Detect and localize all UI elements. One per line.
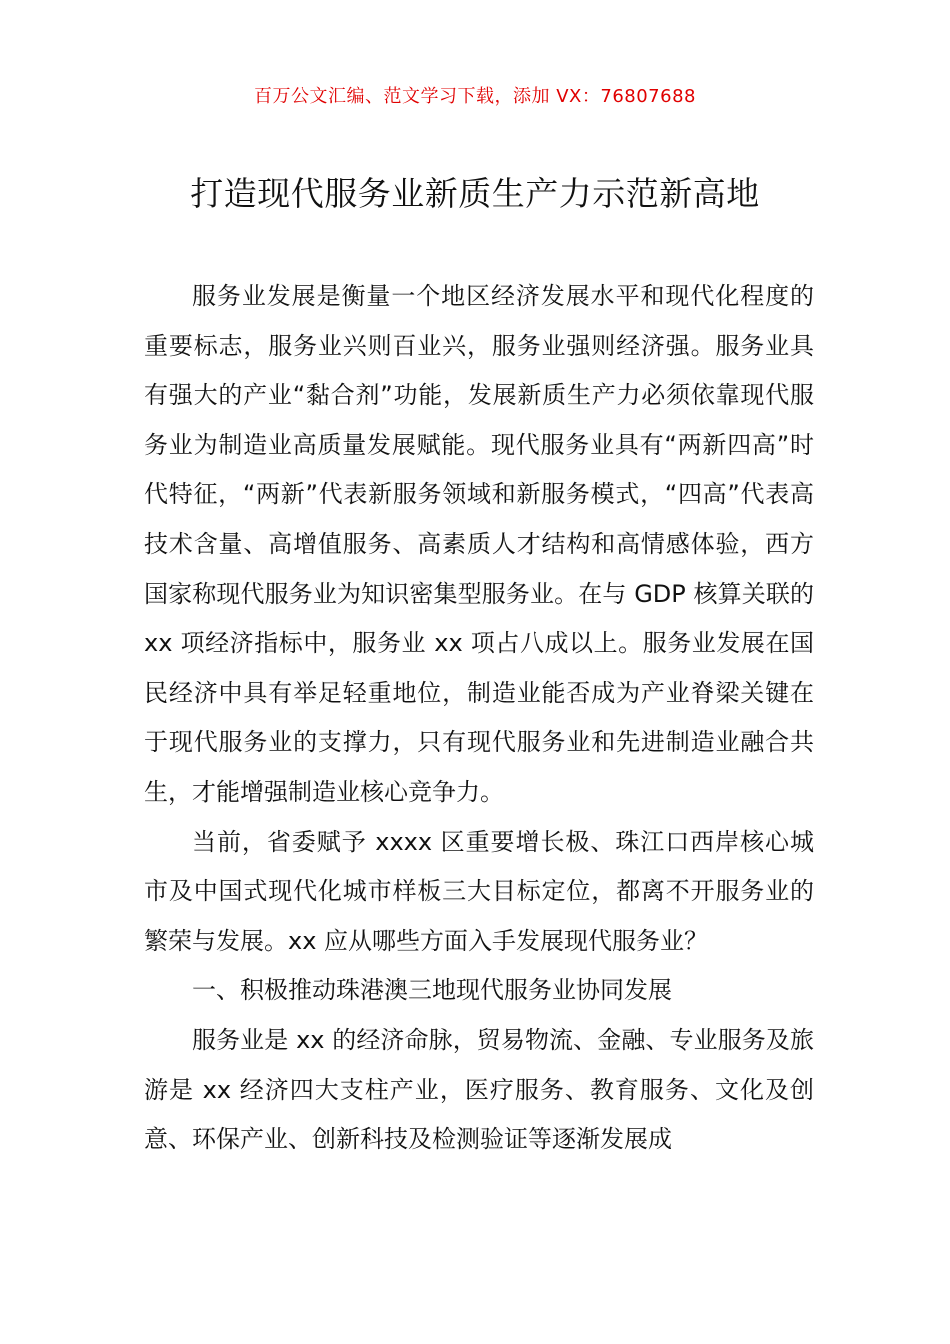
paragraph-current: 当前，省委赋予 xxxx 区重要增长极、珠江口西岸核心城市及中国式现代化城市样板三大目标定位，都离不开服务业的繁荣与发展。xx 应从哪些方面入手发展现代服务业？ xyxy=(144,827,814,955)
document-title: 打造现代服务业新质生产力示范新高地 xyxy=(190,174,760,213)
paragraph-section-1: 服务业是 xx 的经济命脉，贸易物流、金融、专业服务及旅游是 xx 经济四大支柱产业，医疗服务、教育服务、文化及创意、环保产业、创新科技及检测验证等逐渐发展成 xyxy=(144,1025,814,1154)
header-note: 百万公文汇编、范文学习下载，添加 VX：76807688 xyxy=(254,86,696,107)
section-heading-1: 一、积极推动珠港澳三地现代服务业协同发展 xyxy=(192,976,672,1005)
paragraph-intro: 服务业发展是衡量一个地区经济发展水平和现代化程度的重要标志，服务业兴则百业兴，服务业强则经济强。服务业具有强大的产业“黏合剂”功能，发展新质生产力必须依靠现代服务业为制造业高质量发展赋能。现代服务业具有“两新四高”时代特征，“两新”代表新服务领域和新服务模式，“四高”代表高技术含量、高增值服务、高素质人才结构和高情感体验，西方国家称现代服务业为知识密集型服务业。在与 GDP 核算关联的 xx 项经济指标中，服务业 xx 项占八成以上。服务业发展在国民经济中具有举足轻重地位，制造业能否成为产业脊梁关键在于现代服务业的支撑力，只有现代服务业和先进制造业融合共生，才能增强制造业核心竞争力。 xyxy=(144,282,814,806)
document-body xyxy=(144,272,814,1165)
